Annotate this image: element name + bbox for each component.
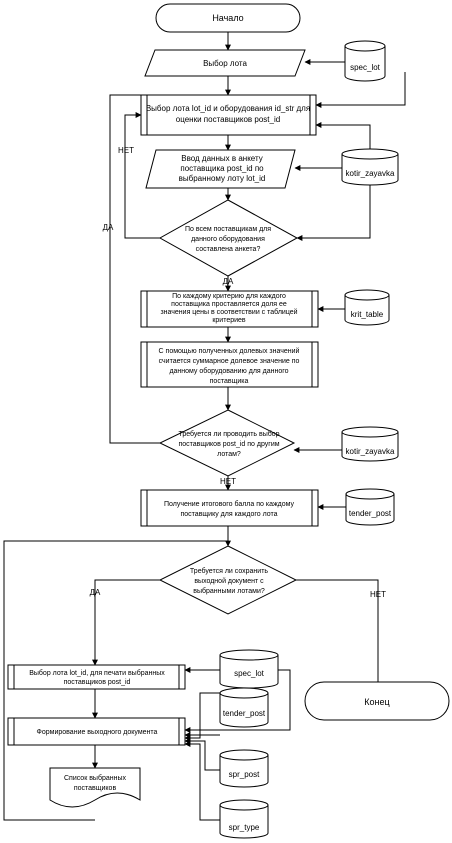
label-yes-all-suppliers: ДА xyxy=(222,277,234,286)
final-score-line-2: поставщику для каждого лота xyxy=(180,511,278,518)
kotir-zayavka-label-lower: kotir_zayavka xyxy=(345,447,395,456)
select-for-print-line-1: Выбор лота lot_id, для печати выбранных xyxy=(29,670,165,677)
select-for-print-line-2: поставщиков post_id xyxy=(63,679,131,686)
label-yes-loop: ДА xyxy=(102,223,114,232)
decision-repeat-line-2: поставщиков post_id по другим xyxy=(178,441,280,448)
decision-save-document xyxy=(160,546,296,614)
decision-repeat-line-3: лотам? xyxy=(217,451,241,458)
input-data-line-3: выбранному лоту lot_id xyxy=(178,174,266,183)
kotir-zayavka-label-upper: kotir_zayavka xyxy=(345,169,395,178)
decision-all-suppliers-line-3: составлена анкета? xyxy=(195,246,261,253)
end-label: Конец xyxy=(364,697,390,707)
decision-all-suppliers xyxy=(160,200,297,276)
final-score-line-1: Получение итогового балла по каждому xyxy=(163,501,295,508)
data-store-kotir-zayavka-upper xyxy=(342,149,398,185)
criteria-marks-line-3: значения цены в соответствии с таблицей xyxy=(160,309,298,316)
spec-lot-label-bottom: spec_lot xyxy=(234,669,264,678)
form-document-label: Формирование выходного документа xyxy=(36,729,158,736)
data-store-krit-table xyxy=(345,290,389,325)
input-data-step xyxy=(146,150,295,188)
summary-value-process xyxy=(141,342,318,387)
decision-repeat-line-1: Требуется ли проводить выбор xyxy=(178,431,280,438)
decision-save-line-3: выбранными лотами? xyxy=(193,588,265,595)
data-store-tender-post-upper xyxy=(346,489,394,525)
decision-save-line-2: выходной документ с xyxy=(194,578,264,585)
select-equipment-line-2: оценки поставщиков post_id xyxy=(175,115,281,124)
label-no-repeat: НЕТ xyxy=(220,477,236,486)
select-equipment-line-1: Выбор лота lot_id и оборудования id_str для xyxy=(145,104,311,113)
output-document-line-1: Список выбранных xyxy=(63,775,127,782)
data-store-tender-post-bottom xyxy=(220,688,268,727)
decision-all-suppliers-line-2: данного оборудования xyxy=(191,236,265,243)
decision-all-suppliers-line-1: По всем поставщикам для xyxy=(184,226,272,233)
spec-lot-label: spec_lot xyxy=(350,63,380,72)
label-no-save: НЕТ xyxy=(370,590,386,599)
select-lot-label: Выбор лота xyxy=(203,59,247,68)
form-document-process xyxy=(8,718,185,745)
end-terminal xyxy=(305,682,449,720)
output-document-line-2: поставщиков xyxy=(73,785,117,792)
label-no-loop: НЕТ xyxy=(118,146,134,155)
data-store-spec-lot-top xyxy=(345,41,385,81)
data-store-kotir-zayavka-lower xyxy=(342,427,398,461)
input-data-line-1: Ввод данных в анкету xyxy=(181,154,263,163)
start-label: Начало xyxy=(212,13,244,23)
select-lot-input xyxy=(145,50,305,76)
decision-repeat-selection xyxy=(160,410,294,476)
summary-value-line-1: С помощью полученных долевых значений xyxy=(158,348,300,355)
label-yes-save: ДА xyxy=(89,588,101,597)
criteria-marks-line-1: По каждому критерию для каждого xyxy=(172,293,286,300)
decision-save-line-1: Требуется ли сохранить xyxy=(189,568,269,575)
summary-value-line-4: поставщика xyxy=(209,378,249,385)
spr-type-label: spr_type xyxy=(228,823,260,832)
select-lot-equipment-process xyxy=(141,95,316,135)
summary-value-line-2: считается суммарное долевое значение по xyxy=(158,358,300,365)
krit-table-label: krit_table xyxy=(350,310,384,319)
start-terminal xyxy=(156,4,300,32)
data-store-spr-type xyxy=(220,800,268,838)
output-document xyxy=(50,768,140,807)
data-store-spr-post xyxy=(220,750,268,787)
input-data-line-2: поставщика post_id по xyxy=(180,164,264,173)
data-store-spec-lot-bottom xyxy=(220,650,278,688)
tender-post-label-upper: tender_post xyxy=(348,509,392,518)
select-for-print-process xyxy=(8,665,185,689)
spr-post-label: spr_post xyxy=(228,770,260,779)
final-score-process xyxy=(141,490,318,526)
tender-post-label-bottom: tender_post xyxy=(222,709,266,718)
criteria-marks-process xyxy=(141,291,318,327)
criteria-marks-line-2: поставщика проставляется доля ее xyxy=(171,301,287,308)
summary-value-line-3: данному оборудованию для данного xyxy=(169,368,289,375)
criteria-marks-line-4: критериев xyxy=(212,317,246,324)
